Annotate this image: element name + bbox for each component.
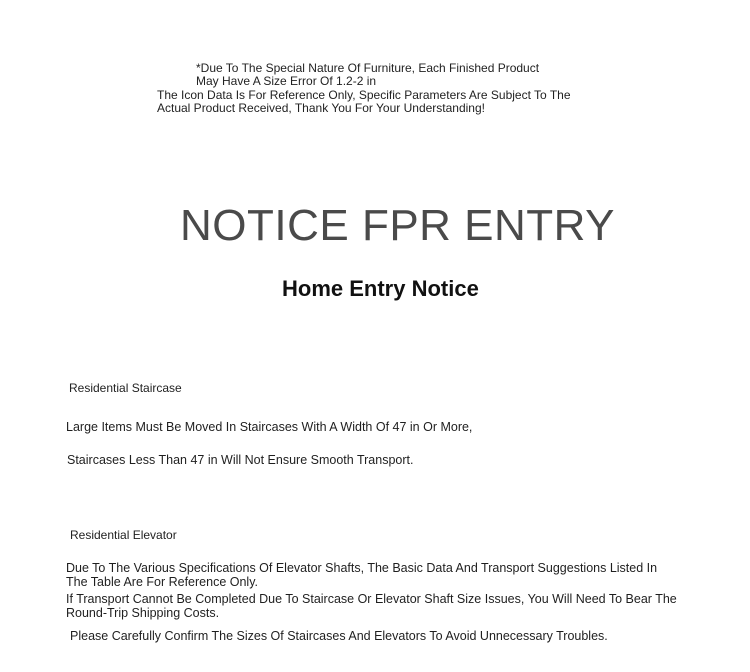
disclaimer-line-1: *Due To The Special Nature Of Furniture, Each Finished Product — [196, 61, 540, 75]
staircase-label: Residential Staircase — [69, 381, 182, 395]
disclaimer-line-2: May Have A Size Error Of 1.2-2 in — [196, 74, 377, 88]
elevator-para1-line-2: The Table Are For Reference Only. — [66, 575, 258, 589]
elevator-closing: Please Carefully Confirm The Sizes Of Staircases And Elevators To Avoid Unnecessary Troubles. — [70, 629, 608, 643]
staircase-line-1: Large Items Must Be Moved In Staircases With A Width Of 47 in Or More, — [66, 420, 473, 434]
main-title: NOTICE FPR ENTRY — [180, 201, 616, 250]
disclaimer-line-4: Actual Product Received, Thank You For Your Understanding! — [157, 101, 485, 115]
subtitle: Home Entry Notice — [282, 276, 479, 301]
elevator-para1-line-1: Due To The Various Specifications Of Elevator Shafts, The Basic Data And Transport Suggestions Listed In — [66, 561, 658, 575]
staircase-line-2: Staircases Less Than 47 in Will Not Ensure Smooth Transport. — [67, 453, 414, 467]
elevator-para2-line-2: Round-Trip Shipping Costs. — [66, 606, 220, 620]
elevator-para2-line-1: If Transport Cannot Be Completed Due To Staircase Or Elevator Shaft Size Issues, You Will Need To Bear The — [66, 592, 677, 606]
disclaimer-line-3: The Icon Data Is For Reference Only, Specific Parameters Are Subject To The — [157, 88, 571, 102]
elevator-label: Residential Elevator — [70, 528, 177, 542]
